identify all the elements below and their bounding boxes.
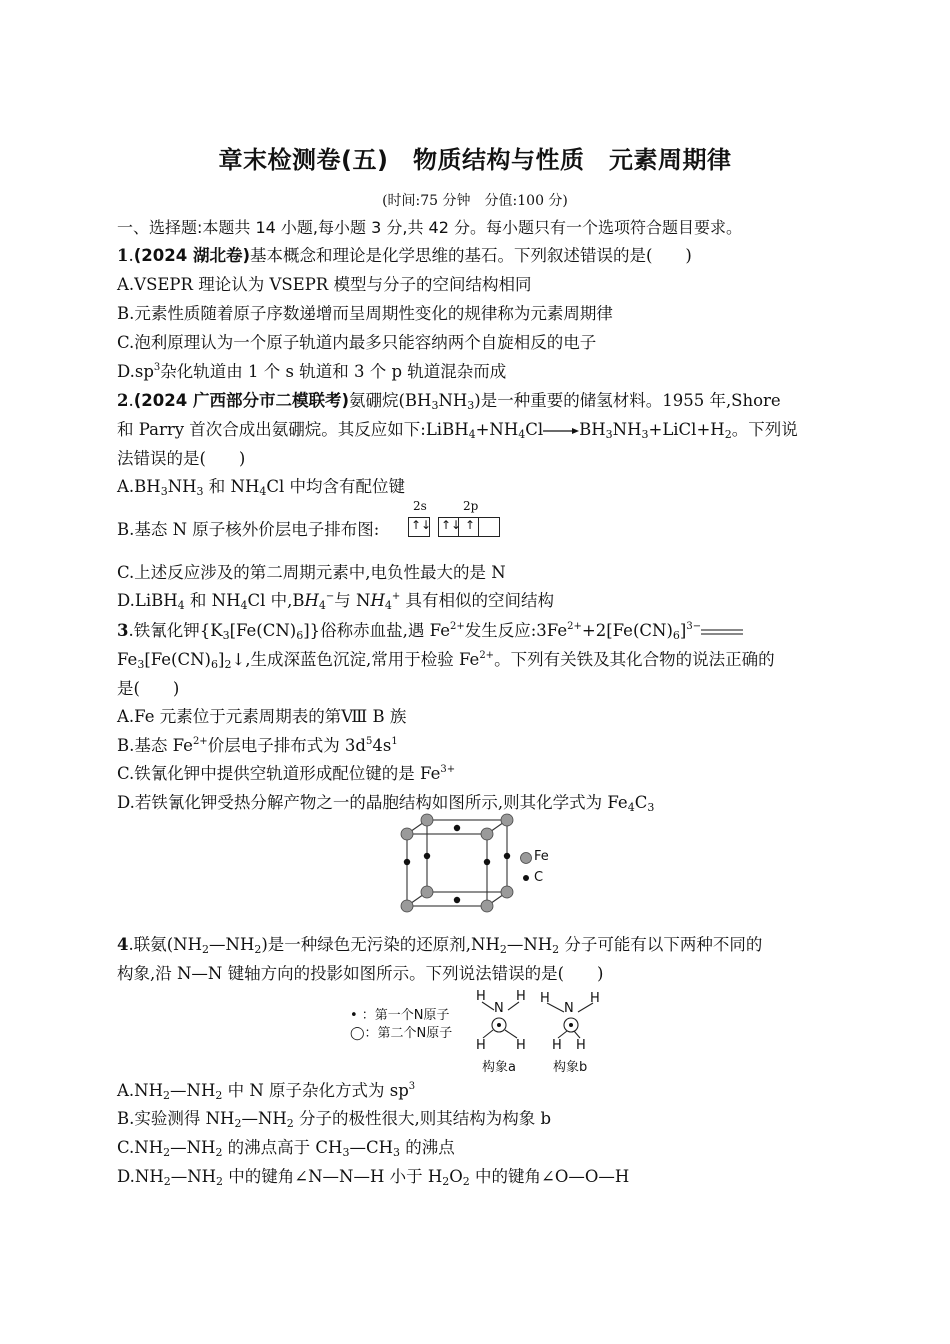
q3-option-a: A.Fe 元素位于元素周期表的第Ⅷ B 族 — [117, 707, 407, 726]
orbital-label-2s: 2s — [413, 499, 427, 513]
question-3-line2: $Fe_3[Fe(CN)_6]_2↓$,生成深蓝色沉淀,常用于检验 $Fe^{2+}$。下列有关铁及其化合物的说法正确的 — [117, 650, 775, 671]
fe-atom — [401, 828, 413, 840]
question-number: 3 — [117, 621, 129, 640]
q1-option-a: A.VSEPR 理论认为 VSEPR 模型与分子的空间结构相同 — [117, 275, 532, 294]
q1-option-b: B.元素性质随着原子序数递增而呈周期性变化的规律称为元素周期律 — [117, 304, 613, 323]
section-heading: 一、选择题:本题共 14 小题,每小题 3 分,共 42 分。每小题只有一个选项符合题目要求。 — [117, 218, 742, 237]
question-4-line2: 构象,沿 N—N 键轴方向的投影如图所示。下列说法错误的是( ) — [117, 964, 604, 983]
legend-fe-icon — [521, 853, 532, 864]
fe-atom — [481, 900, 493, 912]
equals-sign-icon — [701, 626, 743, 638]
h-atom: H — [516, 1038, 526, 1053]
fe-atom — [421, 886, 433, 898]
question-2-stem: 2.(2024 广西部分市二模联考)氨硼烷$(BH_3NH_3)$是一种重要的储氢材料。1955 年,Shore — [117, 391, 781, 412]
q2-option-a: $A.BH_3NH_3$ 和 $NH_4Cl$ 中均含有配位键 — [117, 477, 405, 498]
q2-option-d: D.LiBH$_4$ 和 $NH_4Cl$ 中$,BH_4^-$与 $NH_4^+$ 具有相似的空间结构 — [117, 591, 554, 612]
c-atom — [454, 897, 460, 903]
legend-c-icon — [523, 875, 529, 881]
question-source: (2024 湖北卷) — [133, 246, 250, 265]
h-atom: H — [590, 991, 600, 1006]
fe-atom — [401, 900, 413, 912]
q4-option-b: B.实验测得 $NH_2—NH_2$ 分子的极性很大,则其结构为构象 b — [117, 1109, 552, 1130]
h-atom: H — [552, 1038, 562, 1053]
q2-option-c: C.上述反应涉及的第二周期元素中,电负性最大的是 N — [117, 563, 506, 582]
h-atom: H — [576, 1038, 586, 1053]
paired-electrons-icon: ↑↓ — [411, 518, 432, 532]
c-atom — [404, 859, 410, 865]
n-atom: N — [494, 1001, 504, 1016]
q4-option-d: $D.NH_2—NH_2$ 中的键角∠N—N—H 小于 $H_2O_2$ 中的键角∠O—O—H — [117, 1167, 630, 1188]
question-2-line3: 法错误的是( ) — [117, 449, 246, 468]
page-subtitle: (时间:75 分钟 分值:100 分) — [382, 193, 568, 209]
question-number: 1 — [117, 246, 129, 265]
h-atom: H — [476, 989, 486, 1004]
question-1-stem: 1.(2024 湖北卷)基本概念和理论是化学思维的基石。下列叙述错误的是( ) — [117, 246, 692, 265]
q2-option-b: B.基态 N 原子核外价层电子排布图: — [117, 520, 380, 539]
n-atom: N — [564, 1001, 574, 1016]
page-title: 章末检测卷(五) 物质结构与性质 元素周期律 — [218, 146, 732, 174]
question-4-stem: 4.联氨$(NH_2—NH_2)$是一种绿色无污染的还原剂$,NH_2—NH_2$ 分子可能有以下两种不同的 — [117, 935, 763, 956]
question-number: 4 — [117, 935, 129, 954]
legend-first-n: • ：第一个N原子 — [350, 1008, 450, 1023]
single-electron-icon: ↑ — [465, 518, 476, 532]
h-atom: H — [476, 1038, 486, 1053]
q3-option-b: B.基态 $Fe^{2+}$价层电子排布式为 $3d^54s^1$ — [117, 736, 398, 755]
question-number: 2 — [117, 391, 129, 410]
orbital-label-2p: 2p — [463, 499, 479, 513]
fe-atom — [481, 828, 493, 840]
q3-option-c: C.铁氰化钾中提供空轨道形成配位键的是 $Fe^{3+}$ — [117, 764, 456, 783]
c-atom — [454, 825, 460, 831]
h-atom: H — [516, 989, 526, 1004]
q1-option-c: C.泡利原理认为一个原子轨道内最多只能容纳两个自旋相反的电子 — [117, 333, 597, 352]
caption-conformation-b: 构象b — [553, 1060, 588, 1075]
q4-option-a: $A.NH_2—NH_2$ 中 N 原子杂化方式为 $sp^3$ — [117, 1081, 416, 1102]
projection-figure — [468, 988, 618, 1056]
fe-atom — [501, 886, 513, 898]
question-3-line3: 是( ) — [117, 679, 180, 698]
paired-electrons-icon: ↑↓ — [441, 518, 462, 532]
caption-conformation-a: 构象a — [482, 1060, 516, 1075]
question-2-line2: 和 Parry 首次合成出氨硼烷。其反应如下$:LiBH_4+NH_4Cl$ $BH_3NH_3+LiCl+H_2$。下列说 — [117, 420, 798, 441]
c-atom — [484, 859, 490, 865]
h-atom: H — [540, 991, 550, 1006]
fe-atom — [501, 814, 513, 826]
legend-c-label: C — [534, 870, 544, 885]
reaction-arrow-icon — [543, 425, 579, 437]
legend-second-n: ◯：第二个N原子 — [350, 1026, 453, 1041]
orbital-divider — [478, 517, 479, 537]
c-atom — [504, 853, 510, 859]
fe-atom — [421, 814, 433, 826]
c-atom — [424, 853, 430, 859]
question-text: 基本概念和理论是化学思维的基石。下列叙述错误的是( ) — [249, 246, 692, 265]
question-3-stem: 3.铁氰化钾$\{K_3[Fe(CN)_6]\}$俗称赤血盐,遇 $Fe^{2+}$发生反应$:3Fe^{2+}+2[Fe(CN)_6]^{3-}$ — [117, 621, 743, 641]
question-source: (2024 广西部分市二模联考) — [133, 391, 349, 410]
q4-option-c: $C.NH_2—NH_2$ 的沸点高于 $CH_3—CH_3$ 的沸点 — [117, 1138, 455, 1159]
q3-option-d: D.若铁氰化钾受热分解产物之一的晶胞结构如图所示,则其化学式为 $Fe_4C_3$ — [117, 793, 655, 814]
q1-option-d: $D.sp^3$杂化轨道由 1 个 s 轨道和 3 个 p 轨道混杂而成 — [117, 362, 507, 381]
legend-fe-label: Fe — [534, 849, 549, 864]
